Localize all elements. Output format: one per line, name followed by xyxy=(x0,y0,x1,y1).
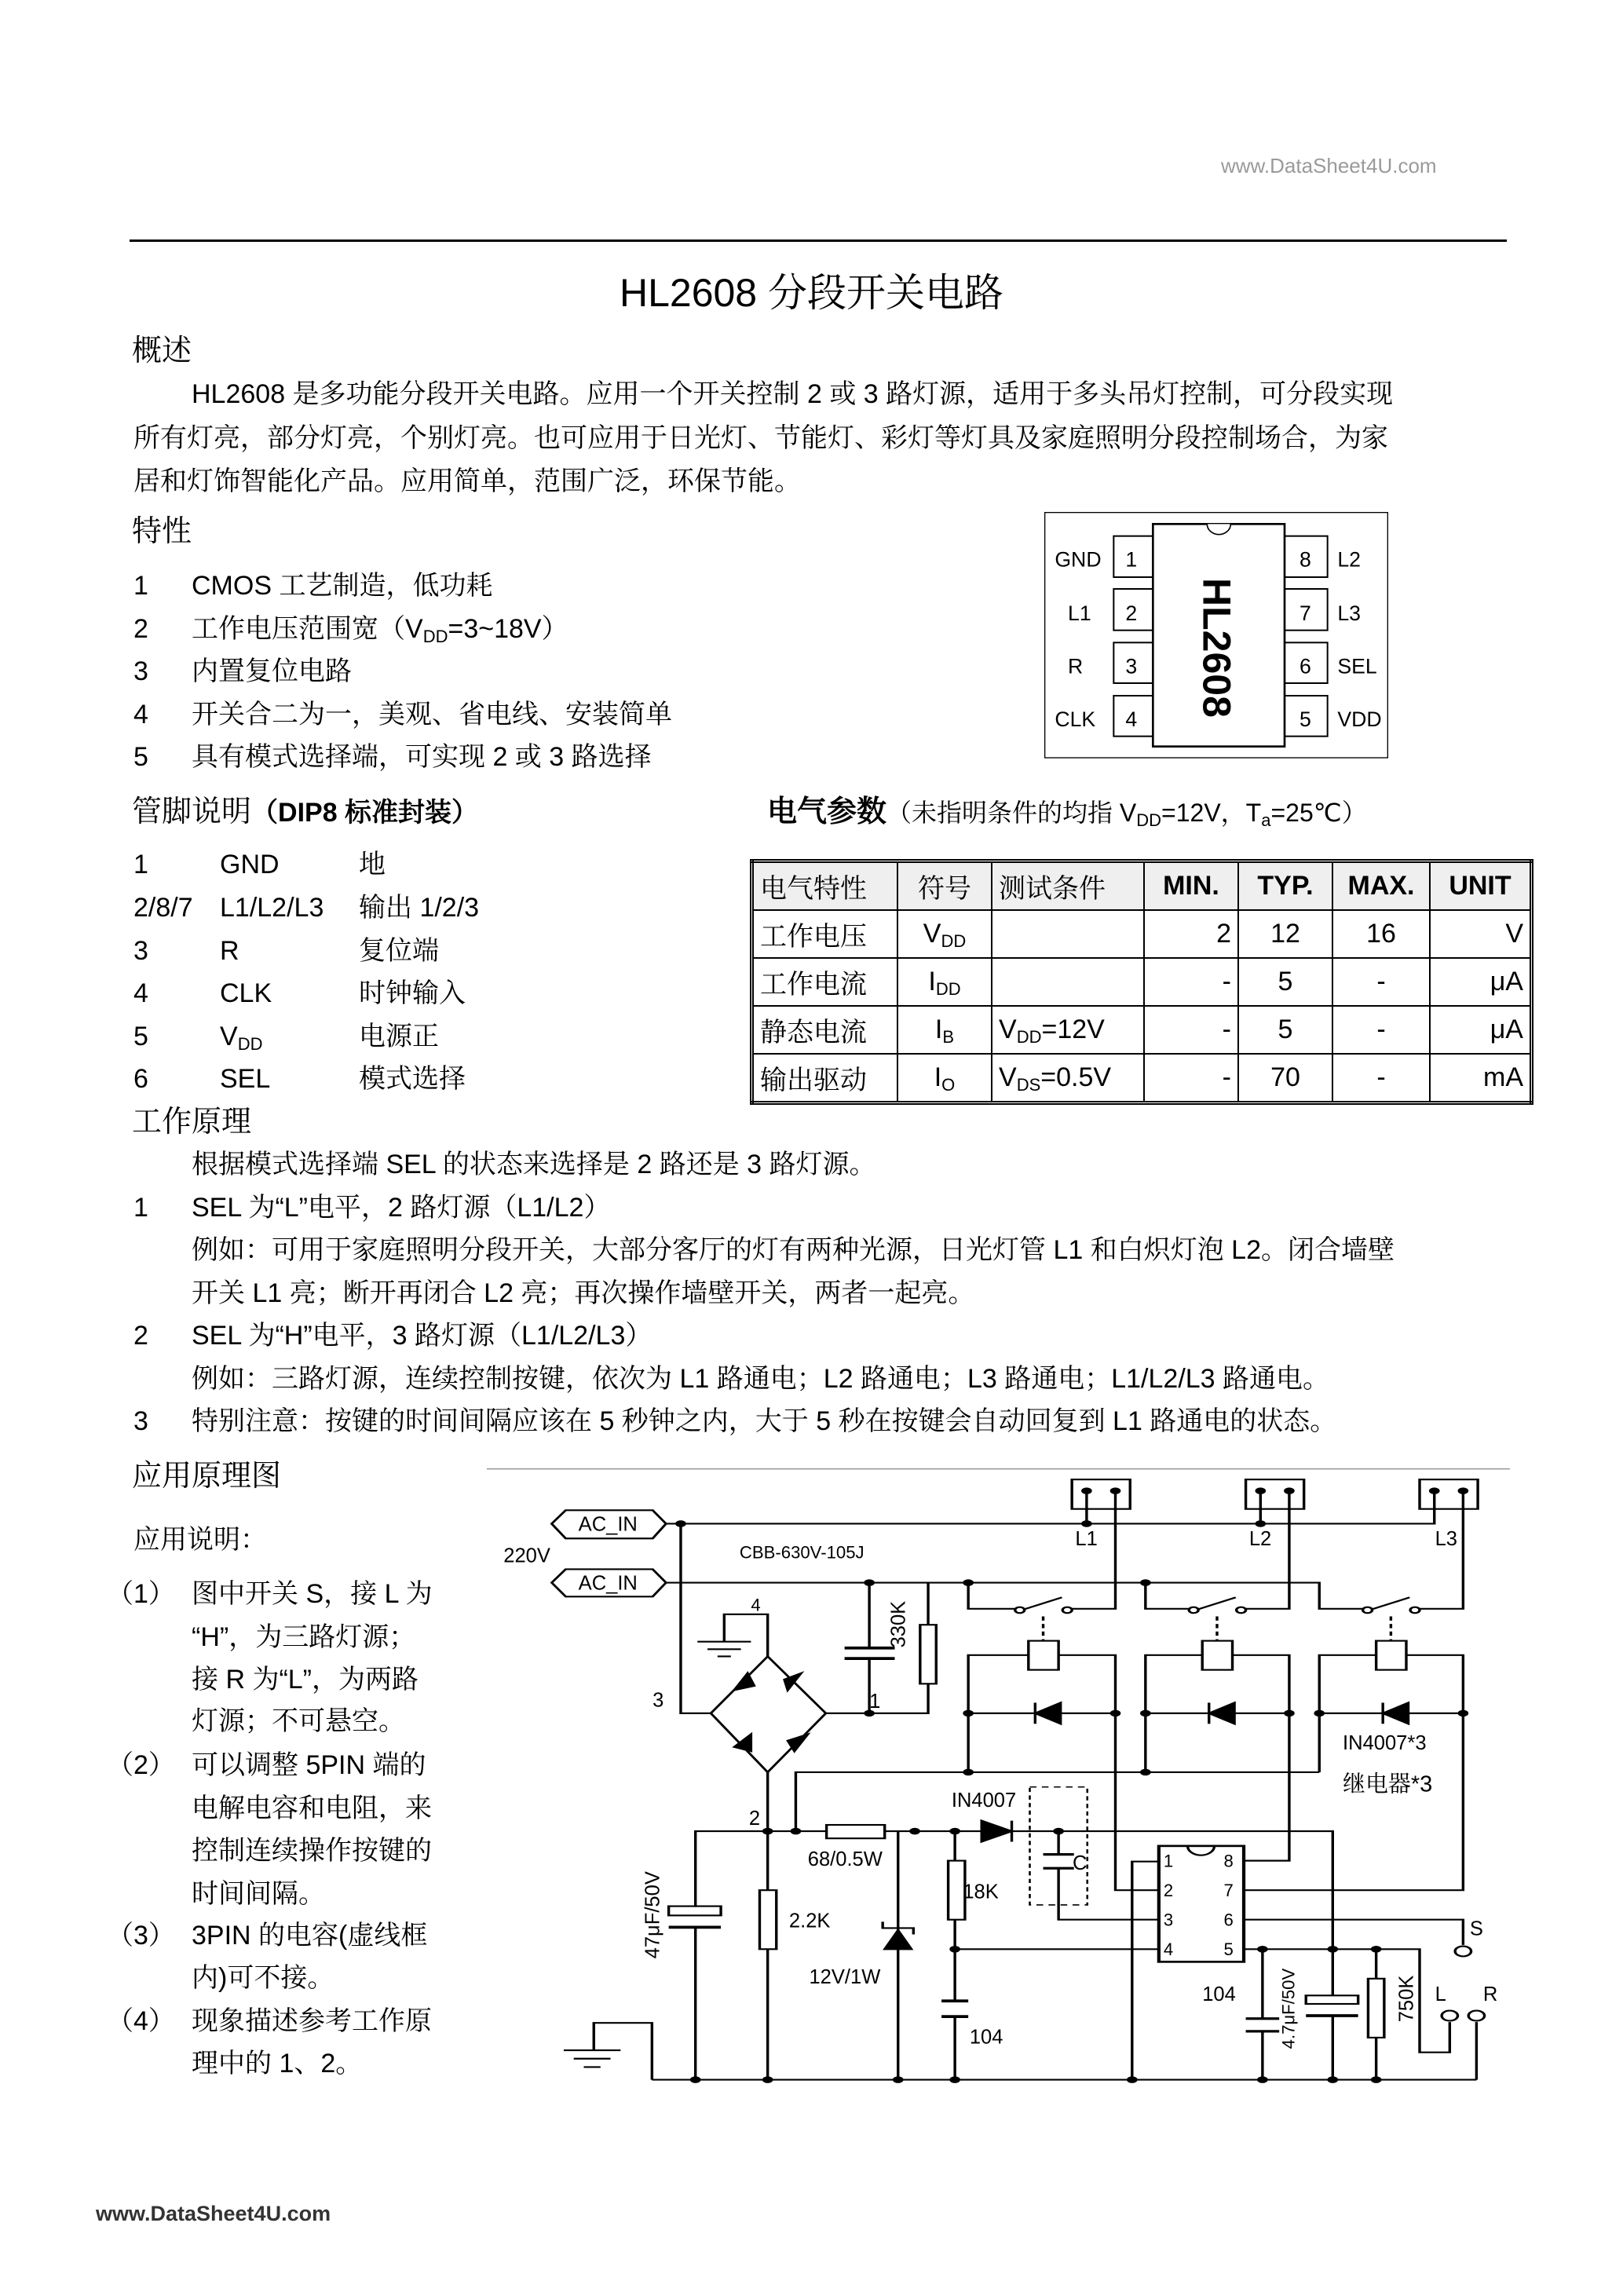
switch-s-contact xyxy=(1455,1947,1471,1957)
cell-param: 输出驱动 xyxy=(752,1054,898,1103)
label-switch-r: R xyxy=(1482,1983,1498,2006)
symbol: I xyxy=(934,1015,943,1044)
note-line: 现象描述参考工作原 xyxy=(192,2006,432,2036)
cap-4u7 xyxy=(1306,1995,1358,2004)
pin-number: 6 xyxy=(1299,654,1311,678)
pin-num: 1 xyxy=(133,850,148,879)
feature-text-post: =3~18V） xyxy=(448,614,568,644)
resistor-330k xyxy=(920,1625,936,1684)
label-r18k: 18K xyxy=(963,1881,999,1903)
header-rule xyxy=(130,239,1507,242)
subscript: DD xyxy=(237,1034,263,1054)
pin-desc: 时钟输入 xyxy=(359,978,466,1008)
electrical-note: =25℃） xyxy=(1270,799,1367,827)
symbol: I xyxy=(928,967,936,996)
cell-param: 工作电压 xyxy=(752,910,898,958)
subscript: DD xyxy=(935,979,961,999)
label-c47: 47μF/50V xyxy=(642,1871,664,1959)
label-c104b: 104 xyxy=(1202,1983,1236,2006)
pin-num: 5 xyxy=(133,1022,148,1051)
column-header: UNIT xyxy=(1430,861,1532,911)
pin-label: GND xyxy=(1055,547,1102,572)
column-header: 电气特性 xyxy=(752,861,898,911)
cell-symbol xyxy=(897,910,992,958)
table-header-row xyxy=(752,861,1532,911)
label-c-dashed: C xyxy=(1073,1852,1087,1875)
ic-pin-number: 8 xyxy=(1223,1851,1234,1871)
table-row xyxy=(752,958,1532,1006)
connector-l2 xyxy=(1246,1479,1304,1509)
subscript: a xyxy=(1261,810,1271,830)
cell-condition xyxy=(992,910,1144,958)
cell-unit: V xyxy=(1430,910,1532,958)
feature-text xyxy=(192,613,568,645)
feature-number: 4 xyxy=(133,700,148,729)
cell-typ: 5 xyxy=(1238,1006,1332,1054)
cell-condition xyxy=(992,1006,1144,1054)
condition: V xyxy=(999,1015,1017,1044)
principle-item: 特别注意：按键的时间间隔应该在 5 秒钟之内，大于 5 秒在按键会自动回复到 L1 路通电的状态。 xyxy=(192,1406,1337,1436)
subscript: DD xyxy=(1136,810,1162,830)
electrical-note: =12V，T xyxy=(1161,799,1262,827)
cell-min: - xyxy=(1144,958,1238,1006)
condition-value: =0.5V xyxy=(1040,1062,1112,1092)
subscript: DD xyxy=(422,627,448,646)
watermark-top[interactable]: www.DataSheet4U.com xyxy=(1221,154,1437,177)
condition: V xyxy=(999,1062,1017,1092)
pin-number: 2 xyxy=(1125,601,1138,625)
cell-param: 工作电流 xyxy=(752,958,898,1006)
ic-pin-number: 4 xyxy=(1163,1940,1174,1960)
principle-number: 2 xyxy=(133,1321,148,1351)
relay-coil xyxy=(1376,1641,1406,1670)
relay-coil xyxy=(1029,1641,1058,1670)
cell-param: 静态电流 xyxy=(752,1006,898,1054)
column-header: MAX. xyxy=(1332,861,1430,911)
principle-example: 开关 L1 亮；断开再闭合 L2 亮；再次操作墙壁开关，两者一起亮。 xyxy=(192,1278,975,1308)
cell-unit: μA xyxy=(1430,1006,1532,1054)
note-line: 理中的 1、2。 xyxy=(192,2049,363,2078)
note-line: 接 R 为“L”，为两路 xyxy=(192,1665,419,1695)
pin-num: 6 xyxy=(133,1064,148,1094)
pin-number: 4 xyxy=(1125,707,1138,731)
label-diode-single: IN4007 xyxy=(951,1790,1017,1812)
ic-name: HL2608 xyxy=(1194,578,1239,718)
overview-line: 所有灯亮，部分灯亮，个别灯亮。也可应用于日光灯、节能灯、彩灯等灯具及家庭照明分段控制场合，为家 xyxy=(133,423,1388,453)
connector-l1 xyxy=(1072,1479,1130,1509)
subscript: DD xyxy=(941,931,967,951)
principle-example: 例如：可用于家庭照明分段开关，大部分客厅的灯有两种光源，日光灯管 L1 和白炽灯泡 L2。闭合墙壁 xyxy=(192,1235,1395,1265)
column-header: 符号 xyxy=(897,861,992,911)
pin-label: SEL xyxy=(1337,654,1377,678)
pin-desc: 电源正 xyxy=(359,1022,439,1051)
notes-heading: 应用说明： xyxy=(133,1525,267,1555)
switch-l-contact xyxy=(1442,2011,1457,2021)
pins-heading-package: （DIP8 标准封装） xyxy=(251,798,479,828)
note-line: 时间间隔。 xyxy=(192,1879,325,1909)
feature-number: 2 xyxy=(133,614,148,644)
cell-condition xyxy=(992,1054,1144,1103)
principle-item: SEL 为“H”电平，3 路灯源（L1/L2/L3） xyxy=(192,1321,652,1351)
label-r750k: 750K xyxy=(1395,1975,1418,2023)
connector-l3 xyxy=(1420,1479,1478,1509)
note-line: 控制连续操作按键的 xyxy=(192,1836,432,1866)
label-node-2: 2 xyxy=(748,1808,761,1830)
note-line: 灯源；不可悬空。 xyxy=(192,1706,405,1736)
note-line: 图中开关 S，接 L 为 xyxy=(192,1579,433,1609)
feature-number: 5 xyxy=(133,742,148,772)
principle-heading: 工作原理 xyxy=(132,1106,252,1139)
note-line: 可以调整 5PIN 端的 xyxy=(192,1750,426,1780)
note-label: （2） xyxy=(107,1750,175,1780)
cell-typ: 12 xyxy=(1238,910,1332,958)
label-switch-l: L xyxy=(1435,1983,1446,2006)
label-l3: L3 xyxy=(1435,1528,1457,1551)
pin-label: R xyxy=(1068,654,1084,678)
cell-max: - xyxy=(1332,1054,1430,1103)
pin-name: L1/L2/L3 xyxy=(220,893,324,923)
electrical-note: （未指明条件的均指 V xyxy=(886,799,1137,827)
cell-min: 2 xyxy=(1144,910,1238,958)
feature-text: 具有模式选择端，可实现 2 或 3 路选择 xyxy=(192,742,652,772)
note-label: （1） xyxy=(107,1579,175,1609)
pin-desc: 输出 1/2/3 xyxy=(359,893,480,923)
feature-number: 1 xyxy=(133,571,148,601)
pin-name: GND xyxy=(220,850,280,879)
cell-max: - xyxy=(1332,1006,1430,1054)
pin-number: 8 xyxy=(1299,547,1311,572)
pin-name: CLK xyxy=(220,978,272,1008)
ic-notch xyxy=(1207,524,1230,534)
ic-pin-number: 7 xyxy=(1223,1881,1234,1901)
pin-num: 3 xyxy=(133,936,148,966)
overview-heading: 概述 xyxy=(132,335,192,367)
label-cap-main: CBB-630V-105J xyxy=(739,1542,865,1563)
watermark-footer[interactable]: www.DataSheet4U.com xyxy=(96,2202,331,2225)
pin-desc: 模式选择 xyxy=(359,1064,466,1094)
feature-text-pre: 工作电压范围宽（V xyxy=(192,614,423,644)
principle-number: 3 xyxy=(133,1406,148,1436)
pin-name: SEL xyxy=(220,1064,271,1094)
pin-number: 7 xyxy=(1299,601,1311,625)
cap-47uf xyxy=(669,1907,721,1916)
page-title: HL2608 分段开关电路 xyxy=(619,271,1004,315)
table-row xyxy=(752,1006,1532,1054)
cell-max: - xyxy=(1332,958,1430,1006)
cell-min: - xyxy=(1144,1006,1238,1054)
switch-r-contact xyxy=(1468,2011,1484,2021)
cell-condition xyxy=(992,958,1144,1006)
label-ac-in: AC_IN xyxy=(578,1513,638,1536)
pin-num: 2/8/7 xyxy=(133,893,193,923)
ic-pin-number: 1 xyxy=(1163,1851,1174,1871)
label-voltage: 220V xyxy=(503,1545,550,1567)
label-c104a: 104 xyxy=(969,2026,1003,2049)
ic-pinout-diagram xyxy=(1044,503,1406,770)
principle-example: 例如：三路灯源，连续控制按键，依次为 L1 路通电；L2 路通电；L3 路通电；L1/L2/L3 路通电。 xyxy=(192,1364,1330,1394)
label-l1: L1 xyxy=(1075,1528,1098,1551)
electrical-params-table xyxy=(750,859,1533,1105)
principle-item: SEL 为“L”电平，2 路灯源（L1/L2） xyxy=(192,1193,611,1223)
label-r68: 68/0.5W xyxy=(807,1848,883,1871)
principle-number: 1 xyxy=(133,1193,148,1223)
label-zener: 12V/1W xyxy=(809,1965,881,1988)
overview-line: 居和灯饰智能化产品。应用简单，范围广泛，环保节能。 xyxy=(133,466,801,496)
note-label: （3） xyxy=(107,1921,175,1951)
cell-symbol xyxy=(897,1054,992,1103)
electrical-heading-text: 电气参数 xyxy=(767,795,887,828)
pin-label: L2 xyxy=(1337,547,1361,572)
label-switch-s: S xyxy=(1469,1918,1483,1940)
pin-name xyxy=(220,1021,262,1052)
label-node-1: 1 xyxy=(869,1691,881,1713)
features-heading: 特性 xyxy=(132,515,192,548)
cell-unit: μA xyxy=(1430,958,1532,1006)
pin-num: 4 xyxy=(133,978,148,1008)
pin-number: 1 xyxy=(1125,547,1138,572)
symbol: I xyxy=(934,1062,942,1092)
application-heading: 应用原理图 xyxy=(132,1460,282,1493)
feature-text: 内置复位电路 xyxy=(192,656,352,686)
resistor-750k xyxy=(1368,1979,1384,2038)
label-node-4: 4 xyxy=(751,1595,761,1615)
resistor-2k2 xyxy=(759,1890,776,1949)
feature-number: 3 xyxy=(133,656,148,686)
pin-label: L3 xyxy=(1337,601,1361,625)
note-label: （4） xyxy=(107,2006,175,2036)
resistor-68 xyxy=(827,1825,885,1838)
ic-pin-number: 2 xyxy=(1163,1881,1174,1901)
subscript: B xyxy=(942,1027,955,1047)
electrical-heading xyxy=(767,795,1367,830)
label-l2: L2 xyxy=(1248,1528,1272,1551)
pin-desc: 复位端 xyxy=(359,936,439,966)
label-ac-in: AC_IN xyxy=(578,1572,638,1595)
feature-text: 开关合二为一，美观、省电线、安装简单 xyxy=(192,700,672,729)
column-header: 测试条件 xyxy=(992,861,1144,911)
pin-desc: 地 xyxy=(359,850,386,879)
label-330k: 330K xyxy=(887,1600,910,1648)
cell-unit: mA xyxy=(1430,1054,1532,1103)
schematic-labels xyxy=(503,1513,1497,2049)
note-line: “H”，为三路灯源； xyxy=(192,1622,416,1652)
pins-heading-text: 管脚说明 xyxy=(132,795,252,828)
ic-pin-number: 3 xyxy=(1163,1910,1174,1930)
pin-label: VDD xyxy=(1337,707,1382,731)
cell-typ: 70 xyxy=(1238,1054,1332,1103)
column-header: TYP. xyxy=(1238,861,1332,911)
pin-label: CLK xyxy=(1055,707,1096,731)
note-line: 内)可不接。 xyxy=(192,1963,334,1993)
relay-coil xyxy=(1202,1641,1232,1670)
pin-number: 5 xyxy=(1299,707,1311,731)
label-r2k2: 2.2K xyxy=(788,1910,831,1932)
cell-typ: 5 xyxy=(1238,958,1332,1006)
condition-value: =12V xyxy=(1041,1015,1105,1044)
label-diodes: IN4007*3 xyxy=(1343,1731,1427,1754)
label-relays: 继电器*3 xyxy=(1343,1771,1433,1797)
pins-heading xyxy=(132,795,478,830)
subscript: DD xyxy=(1016,1027,1042,1047)
note-line: 3PIN 的电容(虚线框 xyxy=(192,1921,428,1951)
table-row xyxy=(752,910,1532,958)
cell-symbol xyxy=(897,958,992,1006)
symbol: V xyxy=(923,919,941,949)
cell-max: 16 xyxy=(1332,910,1430,958)
principle-intro: 根据模式选择端 SEL 的状态来选择是 2 路还是 3 路灯源。 xyxy=(192,1150,876,1179)
feature-text: CMOS 工艺制造，低功耗 xyxy=(192,571,493,601)
subscript: DS xyxy=(1016,1075,1041,1095)
note-line: 电解电容和电阻，来 xyxy=(192,1793,432,1823)
subscript: O xyxy=(941,1075,956,1095)
pin-name-text: V xyxy=(220,1022,238,1051)
cell-symbol xyxy=(897,1006,992,1054)
pin-name: R xyxy=(220,936,239,966)
column-header: MIN. xyxy=(1144,861,1238,911)
ic-pin-number: 5 xyxy=(1223,1940,1234,1960)
pin-label: L1 xyxy=(1068,601,1091,625)
application-schematic xyxy=(487,1461,1523,2104)
ic-pin-number: 6 xyxy=(1223,1910,1234,1930)
table-row xyxy=(752,1054,1532,1103)
label-c4u7: 4.7μF/50V xyxy=(1278,1968,1299,2049)
cell-min: - xyxy=(1144,1054,1238,1103)
label-node-3: 3 xyxy=(652,1689,664,1712)
pin-number: 3 xyxy=(1125,654,1138,678)
overview-line: HL2608 是多功能分段开关电路。应用一个开关控制 2 或 3 路灯源，适用于多头吊灯控制，可分段实现 xyxy=(192,379,1394,409)
